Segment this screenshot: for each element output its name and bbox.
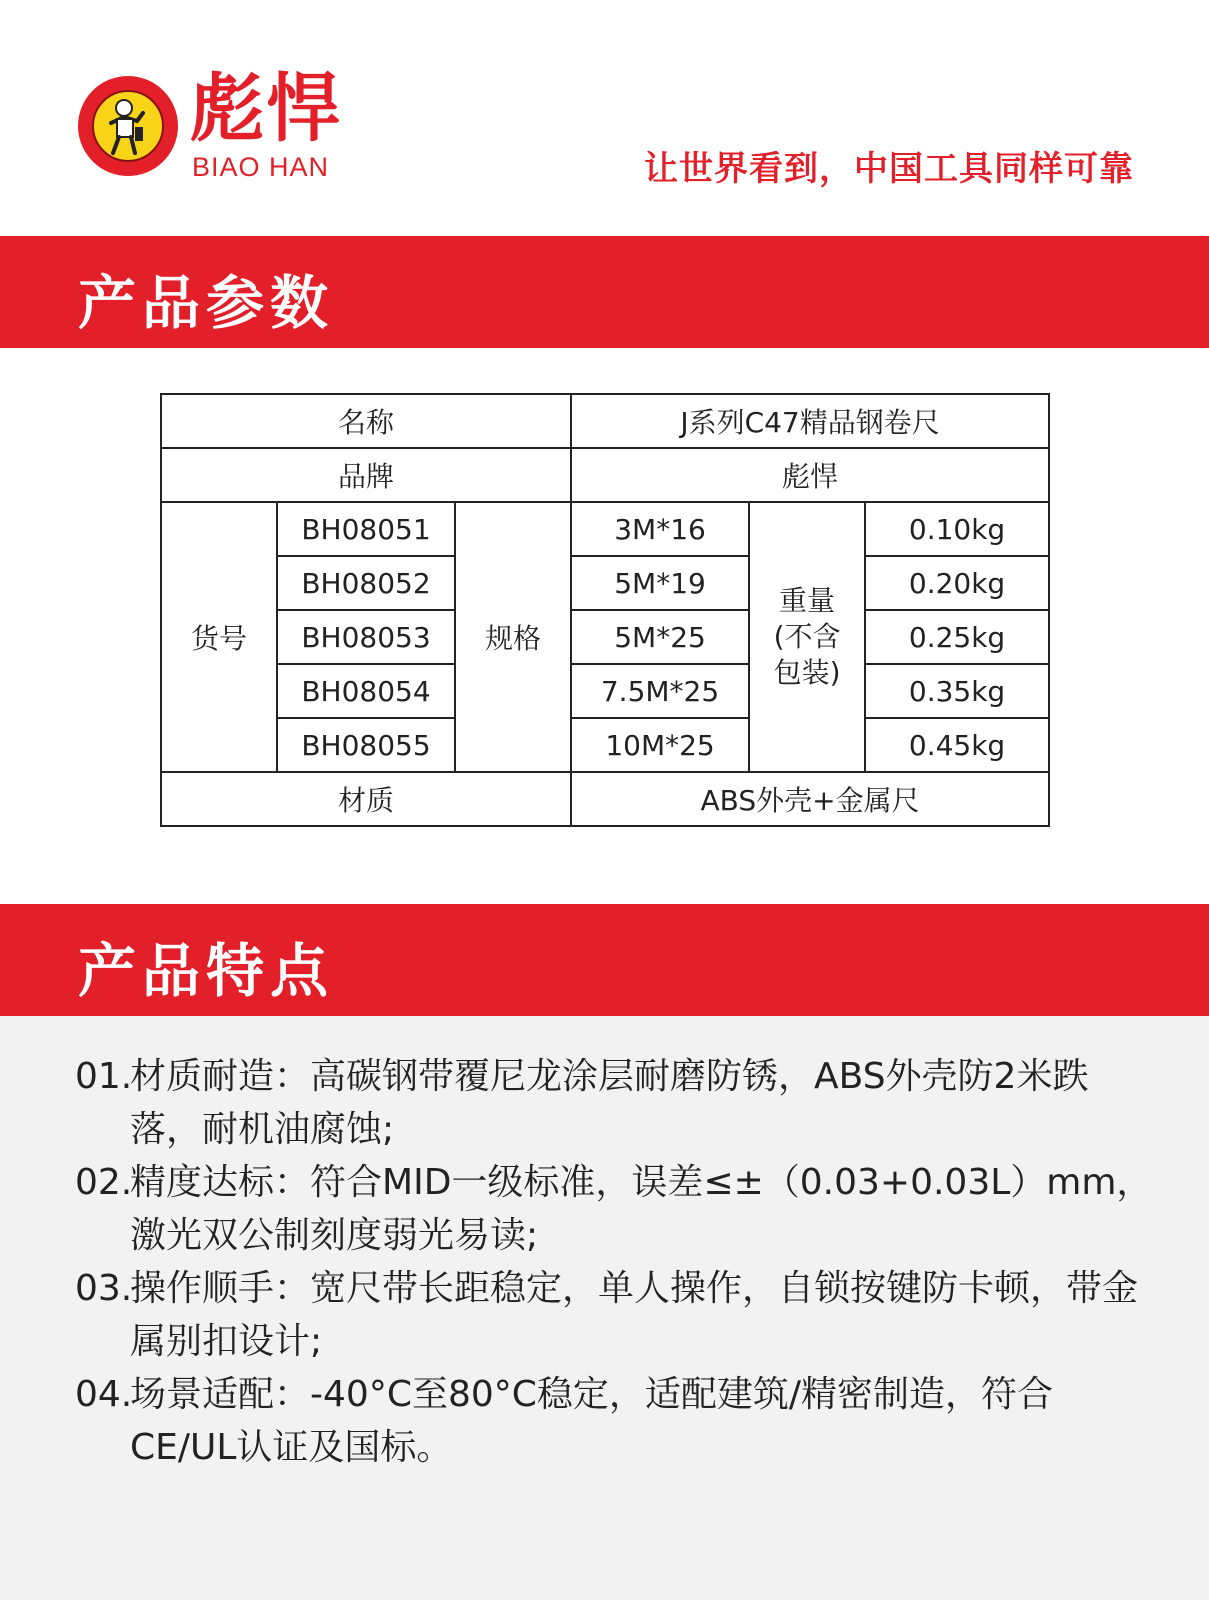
weight-cell: 0.25kg: [865, 610, 1049, 664]
feature-title: 材质耐造：: [130, 1056, 311, 1097]
feature-title: 精度达标：: [130, 1162, 311, 1203]
name-value: J系列C47精品钢卷尺: [571, 394, 1049, 448]
feature-body: [130, 1050, 1155, 1156]
feature-item: [75, 1368, 1155, 1474]
brand-name-cn: 彪悍: [190, 66, 342, 152]
spec-table: [160, 393, 1050, 827]
spec-cell: 5M*25: [571, 610, 749, 664]
table-row: [161, 394, 1049, 448]
table-row: [161, 664, 1049, 718]
feature-list: [75, 1050, 1155, 1474]
feature-text: -40°C至80°C稳定，适配建筑/精密制造，符合CE/UL认证及国标。: [130, 1374, 1054, 1468]
brand-name-en: BIAO HAN: [192, 152, 330, 182]
brand-value: 彪悍: [571, 448, 1049, 502]
feature-number: 01.: [75, 1056, 133, 1097]
brand-label: 品牌: [161, 448, 571, 502]
table-row: [161, 772, 1049, 826]
params-section-title: 产品参数: [78, 269, 335, 337]
feature-item: [75, 1262, 1155, 1368]
sku-cell: BH08053: [277, 610, 455, 664]
feature-text: 符合MID一级标准，误差≤±（0.03+0.03L）mm，激光双公制刻度弱光易读;: [130, 1162, 1153, 1256]
spec-cell: 7.5M*25: [571, 664, 749, 718]
feature-text: 宽尺带长距稳定，单人操作，自锁按键防卡顿，带金属别扣设计;: [130, 1268, 1139, 1362]
table-row: [161, 610, 1049, 664]
table-row: [161, 718, 1049, 772]
spec-cell: 3M*16: [571, 502, 749, 556]
params-section-banner: [0, 236, 1209, 348]
sku-cell: BH08052: [277, 556, 455, 610]
feature-number: 02.: [75, 1162, 133, 1203]
feature-body: [130, 1262, 1155, 1368]
spec-cell: 5M*19: [571, 556, 749, 610]
spec-cell: 10M*25: [571, 718, 749, 772]
feature-text: 高碳钢带覆尼龙涂层耐磨防锈，ABS外壳防2米跌落，耐机油腐蚀;: [130, 1056, 1089, 1150]
sku-cell: BH08055: [277, 718, 455, 772]
feature-item: [75, 1156, 1155, 1262]
weight-cell: 0.10kg: [865, 502, 1049, 556]
feature-body: [130, 1156, 1155, 1262]
features-section-banner: [0, 904, 1209, 1016]
table-row: [161, 556, 1049, 610]
feature-number: 03.: [75, 1268, 133, 1309]
weight-label: [749, 502, 865, 772]
material-label: 材质: [161, 772, 571, 826]
features-section-title: 产品特点: [78, 937, 335, 1005]
name-label: 名称: [161, 394, 571, 448]
sku-label: 货号: [161, 502, 277, 772]
feature-title: 操作顺手：: [130, 1268, 311, 1309]
spec-label: 规格: [455, 502, 571, 772]
sku-cell: BH08054: [277, 664, 455, 718]
weight-cell: 0.45kg: [865, 718, 1049, 772]
sku-cell: BH08051: [277, 502, 455, 556]
weight-label-text: 重量(不含包装): [773, 584, 841, 689]
page-header: [0, 0, 1209, 235]
material-value: ABS外壳+金属尺: [571, 772, 1049, 826]
biaohan-logo-icon: [77, 75, 179, 177]
weight-cell: 0.20kg: [865, 556, 1049, 610]
slogan: 让世界看到，中国工具同样可靠: [644, 149, 1134, 189]
table-row: [161, 502, 1049, 556]
table-row: [161, 448, 1049, 502]
feature-item: [75, 1050, 1155, 1156]
feature-body: [130, 1368, 1155, 1474]
weight-cell: 0.35kg: [865, 664, 1049, 718]
feature-number: 04.: [75, 1374, 133, 1415]
feature-title: 场景适配：: [130, 1374, 311, 1415]
